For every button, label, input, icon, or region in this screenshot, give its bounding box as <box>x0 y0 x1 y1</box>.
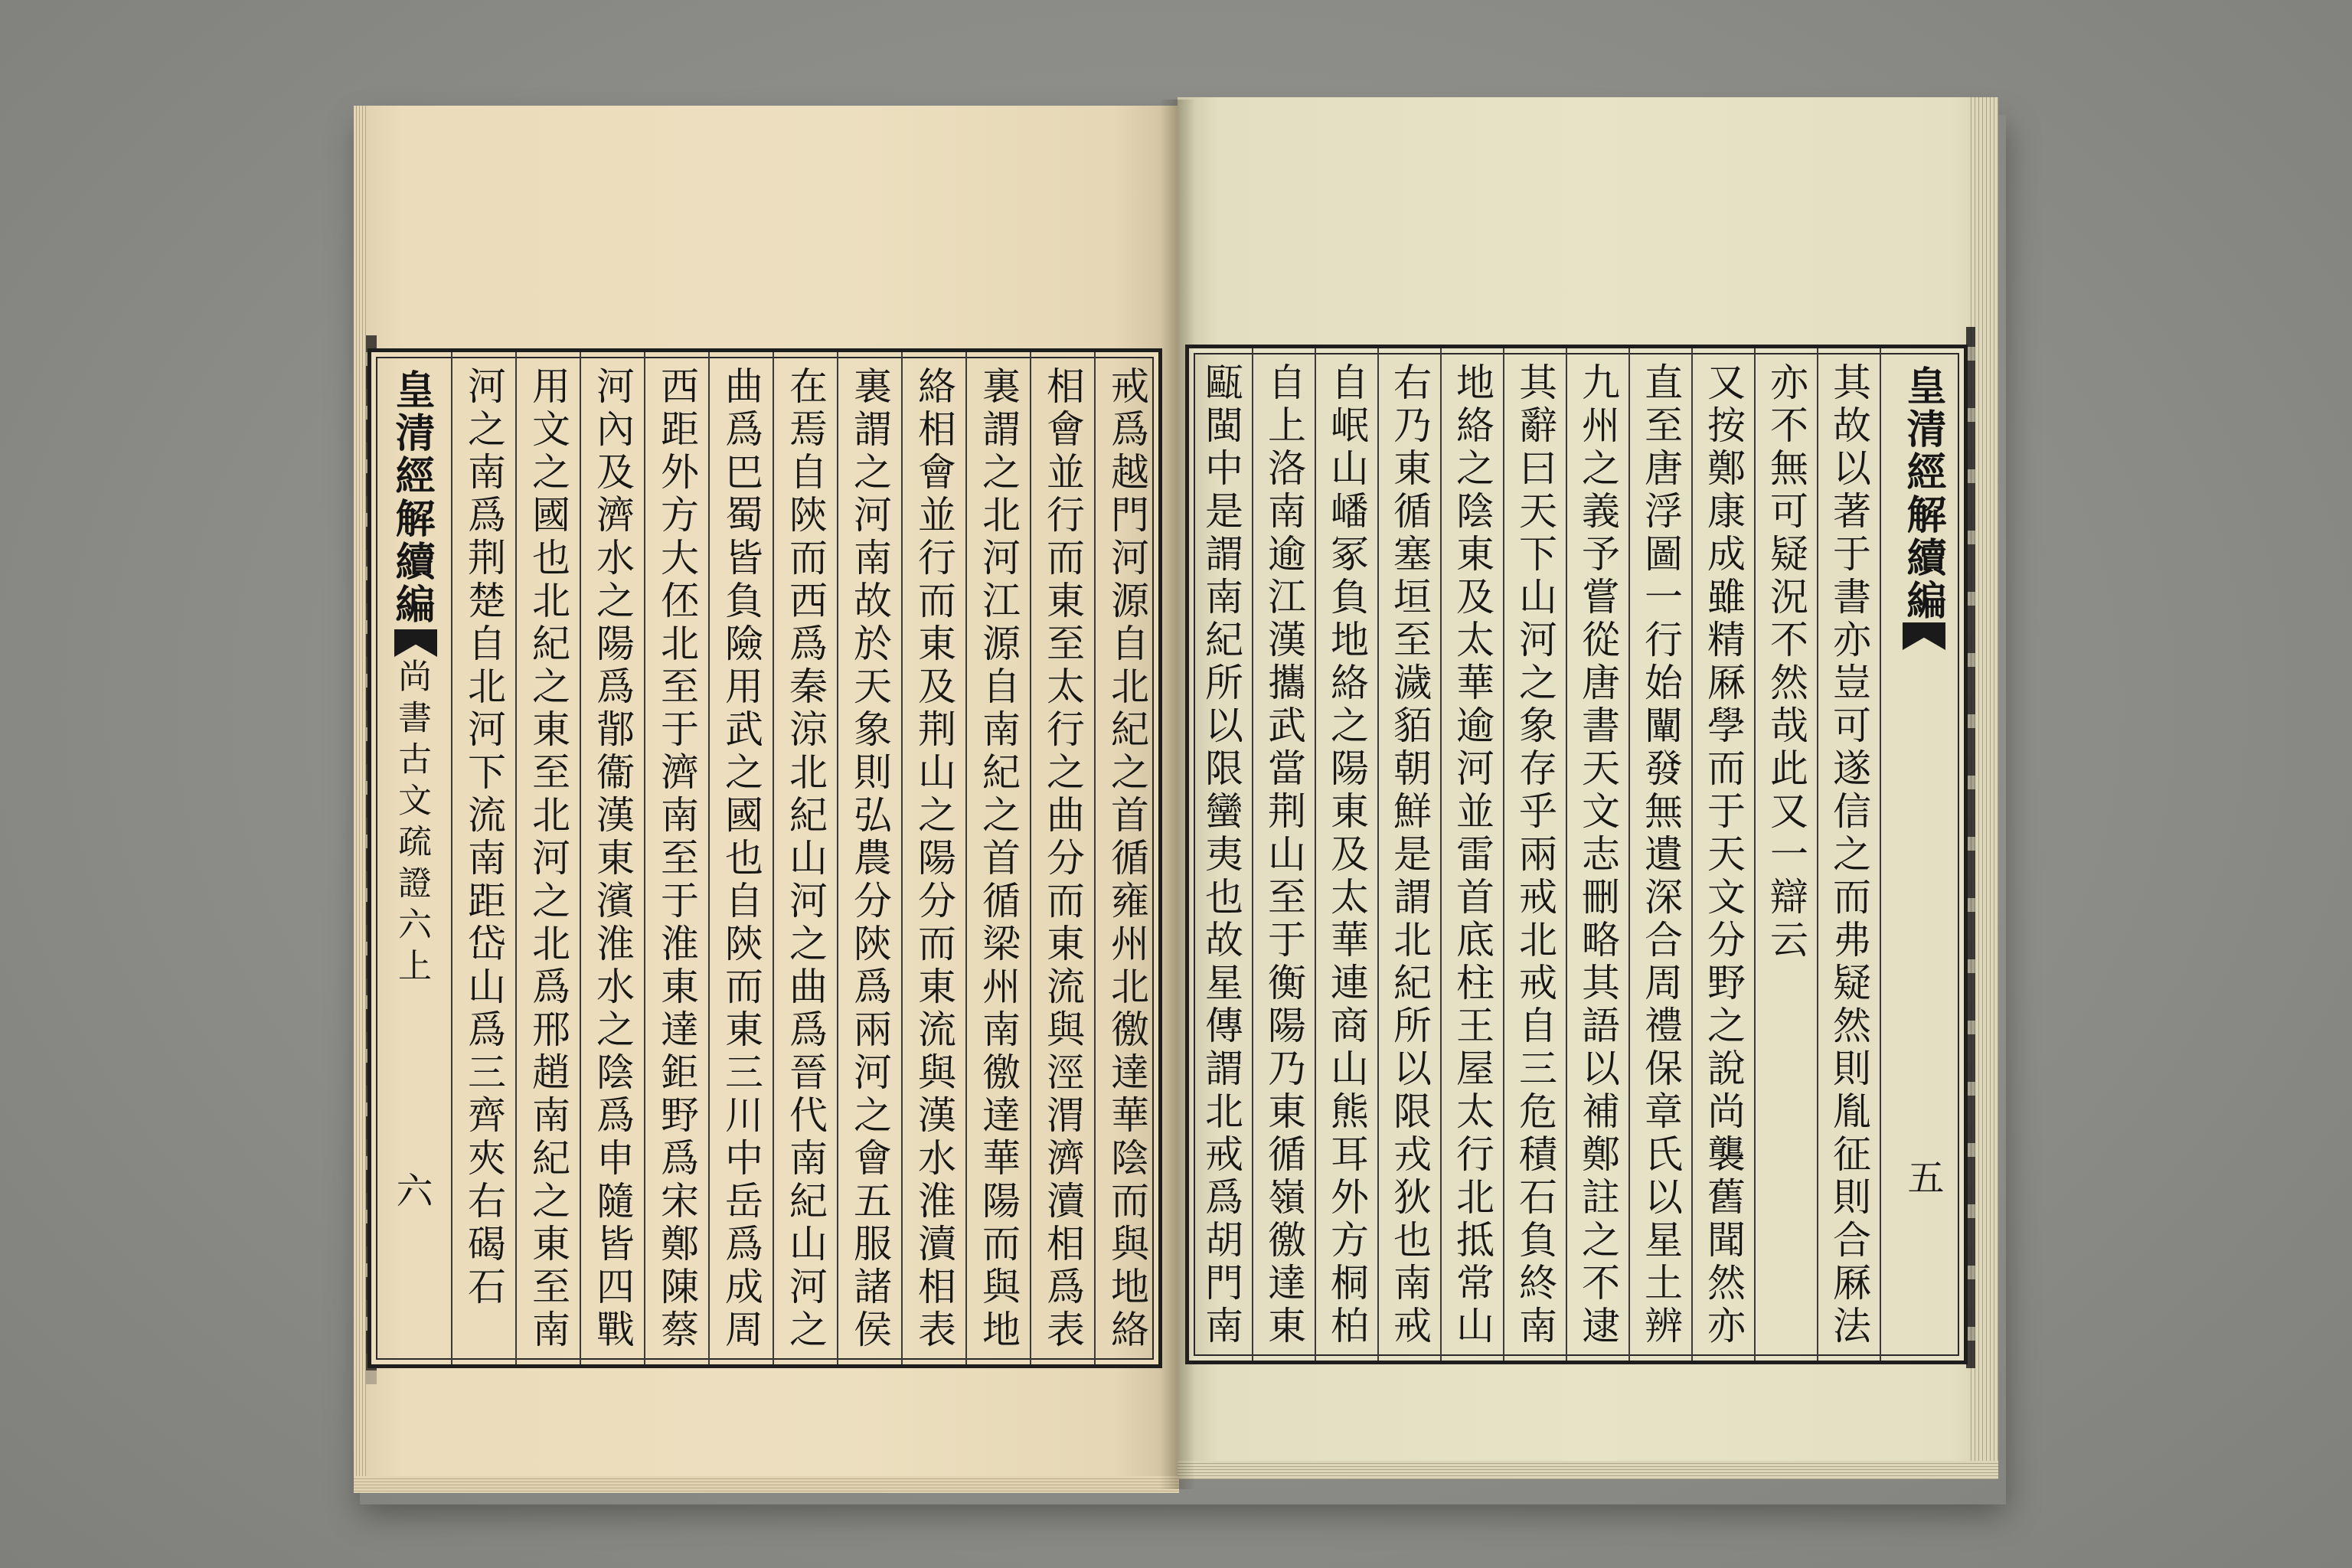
banxin-title: 皇清經解續編 <box>1900 365 1946 622</box>
fishtail-mark <box>1903 622 1945 650</box>
page-edge-stack <box>354 106 366 1493</box>
text-column: 右乃東循塞垣至濊貊朝鮮是謂北紀所以限戎狄也南戒 <box>1377 348 1440 1361</box>
page-edge-stack-bottom <box>354 1476 1179 1493</box>
text-column: 自上洛南逾江漢攜武當荆山至于衡陽乃東循嶺徼達東 <box>1252 348 1315 1361</box>
text-column: 西距外方大伾北至于濟南至于淮東達鉅野爲宋鄭陳蔡 <box>644 352 708 1364</box>
text-column: 河內及濟水之陽爲鄁衞漢東濱淮水之陰爲申隨皆四戰 <box>580 352 644 1364</box>
page-number: 五 <box>1901 1158 1944 1195</box>
text-column: 甌閩中是謂南紀所以限蠻夷也故星傳謂北戒爲胡門南 <box>1199 362 1243 1348</box>
text-column: 河之南爲荆楚自北河下流南距岱山爲三齊夾右碣石 <box>451 352 515 1364</box>
text-column: 相會並行而東至太行之曲分而東流與涇渭濟瀆相爲表 <box>1030 352 1094 1364</box>
text-column: 用文之國也北紀之東至北河之北爲邢趙南紀之東至南 <box>515 352 580 1364</box>
left-page-frame <box>368 348 1162 1368</box>
banxin-subtitle: 尚書古文疏證六上 <box>392 658 431 989</box>
text-column: 地絡之陰東及太華逾河並雷首底柱王屋太行北抵常山 <box>1440 348 1503 1361</box>
right-page <box>1178 97 1998 1479</box>
banxin-title: 皇清經解續編 <box>388 369 435 626</box>
book-gutter-fold <box>1160 100 1195 1489</box>
banxin-center-column <box>371 352 451 1364</box>
banxin-center-column <box>1880 348 1964 1361</box>
text-column: 自岷山嶓冢負地絡之陽東及太華連商山熊耳外方桐柏 <box>1315 348 1377 1361</box>
text-column: 在焉自陝而西爲秦涼北紀山河之曲爲晉代南紀山河之 <box>773 352 837 1364</box>
page-edge-stack-bottom <box>1178 1461 1998 1479</box>
left-page <box>354 106 1179 1493</box>
text-column: 直至唐浮圖一行始闡發無遺深合周禮保章氏以星土辨 <box>1628 348 1691 1361</box>
fishtail-mark <box>394 629 437 657</box>
text-column: 曲爲巴蜀皆負險用武之國也自陝而東三川中岳爲成周 <box>708 352 773 1364</box>
text-column: 裏謂之北河江源自南紀之首循梁州南徼達華陽而與地 <box>965 352 1030 1364</box>
text-column: 絡相會並行而東及荆山之陽分而東流與漢水淮瀆相表 <box>901 352 965 1364</box>
page-number: 六 <box>390 1171 433 1208</box>
text-column: 亦不無可疑況不然哉此又一辯云 <box>1754 348 1817 1361</box>
right-page-frame <box>1185 345 1968 1364</box>
text-column: 裏謂之河南故於天象則弘農分陝爲兩河之會五服諸侯 <box>837 352 901 1364</box>
text-column: 其故以著于書亦豈可遂信之而弗疑然則胤征則合厤法 <box>1817 348 1880 1361</box>
text-column: 九州之義予嘗從唐書天文志刪略其語以補鄭註之不逮 <box>1566 348 1628 1361</box>
text-column: 又按鄭康成雖精厤學而于天文分野之說尚襲舊聞然亦 <box>1691 348 1754 1361</box>
text-column: 戒爲越門河源自北紀之首循雍州北徼達華陰而與地絡 <box>1094 352 1158 1364</box>
text-column: 其辭曰天下山河之象存乎兩戒北戒自三危積石負終南 <box>1503 348 1566 1361</box>
